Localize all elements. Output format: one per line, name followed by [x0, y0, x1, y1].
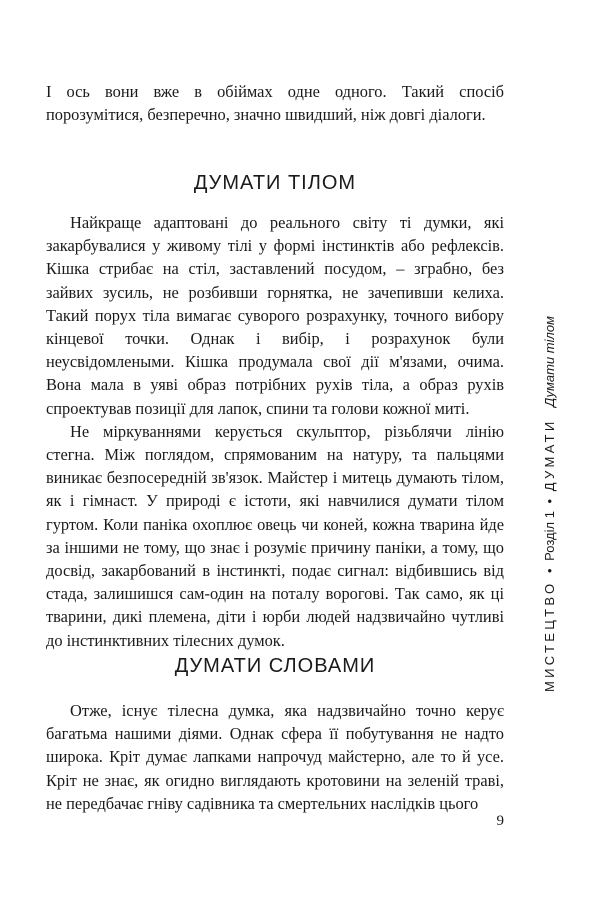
section2-paragraph-1: Отже, існує тілесна думка, яка надзвичайно точно керує багатьма нашими діями. Однак сфера її побутування не надто широка. Кріт думає лапками напрочуд майстерно, але то й усе. Кріт не знає, як огидно виглядають кротовини на зеленій траві, не передбачає гніву садівника та смертельних наслідків цього — [46, 701, 504, 813]
running-head-bullet: • — [542, 498, 557, 504]
section-heading-thinking-with-words: ДУМАТИ СЛОВАМИ — [174, 655, 376, 677]
intro-text — [46, 80, 504, 126]
running-head-book: МИСТЕЦТВО — [542, 580, 557, 692]
running-head-title: Думати тілом — [542, 316, 557, 407]
intro-paragraph: І ось вони вже в обіймах одне одного. Такий спосіб порозумітися, безперечно, значно швидший, ніж довгі діалоги. — [46, 82, 504, 125]
running-head — [542, 316, 557, 692]
section1-paragraph-2: Не міркуваннями керується скульптор, різьблячи лінію стегна. Між поглядом, спрямованим на натуру, та пальцями виникає безпосередній зв'язок. Майстер і митець думають тілом, як і гімнаст. У природі є істоти, які навчилися думати тілом гуртом. Коли паніка охоплює овець чи коней, кожна тварина йде за іншими не тому, що знає і розуміє причину паніки, а тому, що досвід, закарбований в інстинкті, подає сигнал: відбившись від стада, залишишся сам-один на поталу ворогові. Так само, як ці тварини, дикі племена, діти і юрби людей надзвичайно чутливі до інстинктивних тілесних думок. — [46, 421, 504, 650]
running-head-chapter: Розділ 1 — [542, 511, 557, 561]
section1-paragraph-1: Найкраще адаптовані до реального світу ті думки, які закарбувалися у живому тілі у формі інстинктів або рефлексів. Кішка стрибає на стіл, заставлений посудом, – зграбно, без зайвих зусиль, не розбивши горнятка, не зачепивши келиха. Такий порух тіла вимагає суворого розрахунку, точного вибору кінцевої точки. Однак і вибір, і розрахунок були неусвідомлеными. Кішка продумала свої дії м'язами, очима. Вона мала в уяві образ потрібних рухів тіла, а образ рухів спроектував позиції для лапок, спини та голови кожної миті. — [46, 213, 504, 418]
running-head-bullet: • — [542, 568, 557, 574]
section1-body — [46, 211, 504, 652]
section-heading-thinking-with-body: ДУМАТИ ТІЛОМ — [193, 172, 357, 194]
section2-body — [46, 699, 504, 815]
page-number: 9 — [496, 813, 504, 829]
running-head-part: ДУМАТИ — [542, 418, 557, 492]
